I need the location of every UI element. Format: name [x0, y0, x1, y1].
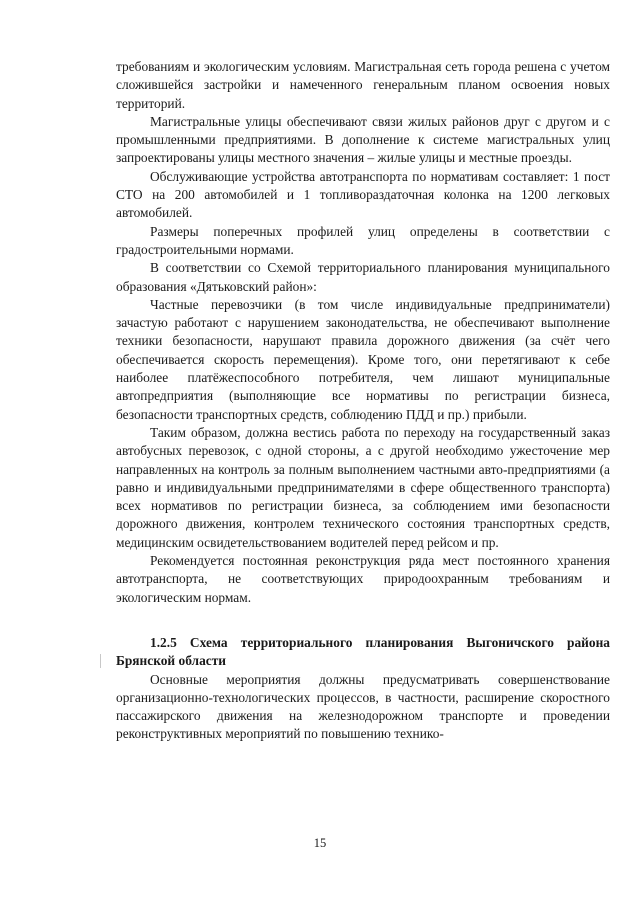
paragraph-street-profiles: Размеры поперечных профилей улиц определены в соответствии с градостроительными нормами.: [116, 223, 610, 257]
page-number: 15: [313, 836, 327, 850]
paragraph-state-order: Таким образом, должна вестись работа по переходу на государственный заказ автобусных перевозок, с одной стороны, а с другой необходимо ужесточение мер направленных на контроль за полным выполнением частными авто-предприятиями (а равно и индивидуальными предпринимателями в сфере общественного транспорта) всех нормативов по регистрации бизнеса, за соблюдением ими безопасности дорожного движения, контролем технического состояния транспортных средств, медицинским освидетельствованием водителей перед рейсом и пр.: [116, 424, 610, 550]
paragraph-service-facilities: Обслуживающие устройства автотранспорта по нормативам составляет: 1 пост СТО на 200 автомобилей и 1 топливораздаточная колонка на 1200 легковых автомобилей.: [116, 168, 610, 221]
paragraph-main-streets: Магистральные улицы обеспечивают связи жилых районов друг с другом и с промышленными предприятиями. В дополнение к системе магистральных улиц запроектированы улицы местного значения – жилые улицы и местные проезды.: [116, 113, 610, 166]
paragraph-continuation: требованиям и экологическим условиям. Магистральная сеть города решена с учетом сложившейся застройки и намеченного генеральным планом освоения новых территорий.: [116, 59, 610, 111]
paragraph-main-measures: Основные мероприятия должны предусматривать совершенствование организационно-технологических процессов, в частности, расширение скоростного пассажирского движения на железнодорожном транспорте и проведении реконструктивных мероприятий по повышению технико-: [116, 671, 610, 742]
paragraph-reconstruction: Рекомендуется постоянная реконструкция ряда мест постоянного хранения автотранспорта, не соответствующих природоохранным требованиям и экологическим нормам.: [116, 553, 610, 605]
document-page: [116, 58, 610, 744]
margin-mark: [100, 654, 101, 668]
paragraph-territorial-scheme: В соответствии со Схемой территориального планирования муниципального образования «Дятьковский район»:: [116, 260, 610, 294]
section-heading: 1.2.5 Схема территориального планирования Выгоничского района Брянской области: [116, 634, 610, 669]
paragraph-private-carriers: Частные перевозчики (в том числе индивидуальные предприниматели) зачастую работают с нарушением законодательства, не обеспечивают выполнение техники безопасности, нарушают правила дорожного движения (за счёт чего обеспечивается скорость перемещения). Кроме того, они перетягивают к себе наиболее платёжеспособного потребителя, чем лишают муниципальные автопредприятия (выполняющие все нормативы по регистрации бизнеса, безопасности транспортных средств, соблюдению ПДД и пр.) прибыли.: [116, 296, 610, 422]
